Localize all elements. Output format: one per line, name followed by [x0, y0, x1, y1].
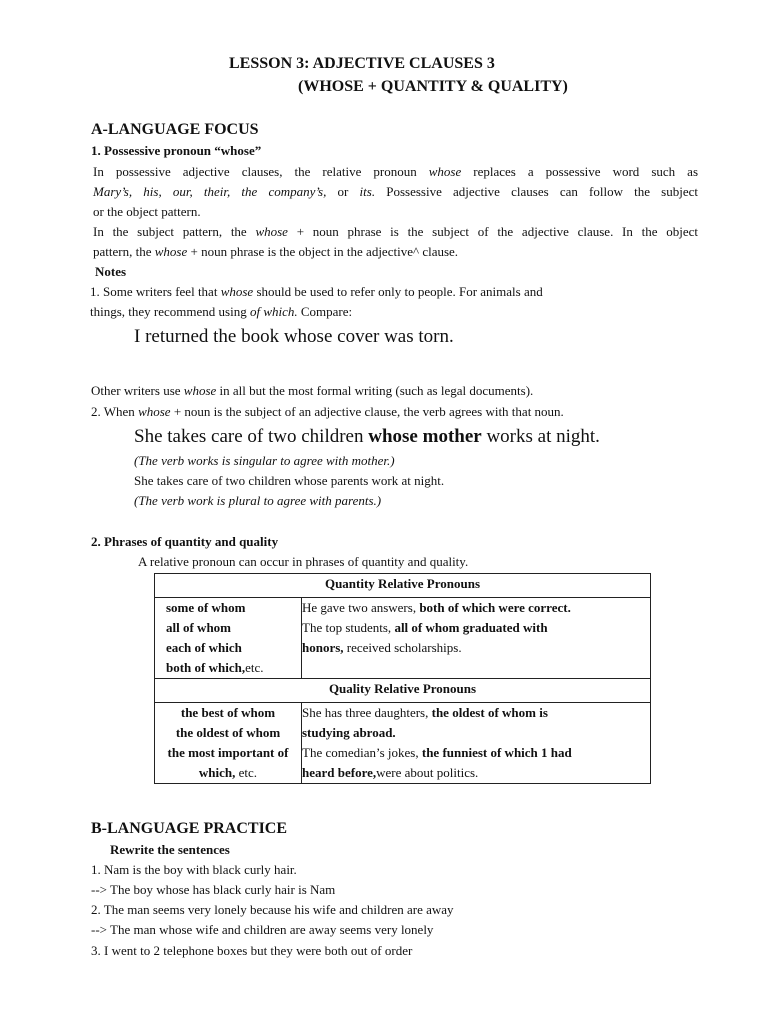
note-1-line-1: 1. Some writers feel that whose should be used to refer only to people. For animals and: [90, 284, 543, 299]
list-item: He gave two answers, both of which were correct.: [302, 600, 571, 615]
note-1-line-3: Other writers use whose in all but the most formal writing (such as legal documents).: [91, 383, 534, 398]
quality-pronouns-cell: [155, 703, 302, 784]
list-item: each of which: [166, 640, 242, 655]
list-item: heard before,were about politics.: [302, 765, 479, 780]
example-sentence-1: I returned the book whose cover was torn.: [134, 326, 454, 347]
section-b-heading: B-LANGUAGE PRACTICE: [91, 820, 288, 837]
quantity-quality-intro: A relative pronoun can occur in phrases of quantity and quality.: [138, 554, 469, 569]
list-item: which, etc.: [198, 765, 258, 780]
practice-line: 3. I went to 2 telephone boxes but they were both out of order: [91, 943, 413, 958]
quality-examples-cell: [302, 703, 651, 784]
quantity-examples-cell: [302, 598, 651, 679]
example-3-note: (The verb work is plural to agree with parents.): [134, 493, 382, 508]
subheading-possessive: 1. Possessive pronoun “whose”: [91, 143, 262, 158]
list-item: honors, received scholarships.: [302, 640, 462, 655]
table-row: [155, 679, 651, 703]
page-title: LESSON 3: ADJECTIVE CLAUSES 3: [229, 55, 495, 72]
list-item: all of whom: [166, 620, 231, 635]
paragraph-1-line-1: In possessive adjective clauses, the relative pronoun whose replaces a possessive word such as: [93, 164, 699, 179]
paragraph-1-line-3: or the object pattern.: [93, 204, 201, 219]
paragraph-2-line-1: In the subject pattern, the whose + noun phrase is the subject of the adjective clause. In the object: [93, 224, 699, 239]
section-a-heading: A-LANGUAGE FOCUS: [91, 121, 259, 138]
note-2-line-1: 2. When whose + noun is the subject of an adjective clause, the verb agrees with that noun.: [91, 404, 564, 419]
table-row: [155, 574, 651, 598]
list-item: the best of whom: [180, 705, 276, 720]
practice-instruction: Rewrite the sentences: [110, 842, 230, 857]
page-subtitle: (WHOSE + QUANTITY & QUALITY): [298, 78, 568, 95]
list-item: She has three daughters, the oldest of whom is: [302, 705, 548, 720]
subheading-quantity-quality: 2. Phrases of quantity and quality: [91, 534, 279, 549]
relative-pronouns-table: [154, 573, 651, 784]
list-item: The top students, all of whom graduated with: [302, 620, 548, 635]
practice-line: --> The boy whose has black curly hair is Nam: [91, 882, 336, 897]
list-item: both of which,etc.: [166, 660, 264, 675]
notes-heading: Notes: [95, 264, 127, 279]
paragraph-1-line-2: Mary’s, his, our, their, the company’s, or its. Possessive adjective clauses can follow the subject: [93, 184, 699, 199]
paragraph-2-line-2: pattern, the whose + noun phrase is the object in the adjective^ clause.: [93, 244, 459, 259]
quantity-header: Quantity Relative Pronouns: [155, 574, 651, 598]
list-item: the oldest of whom: [175, 725, 281, 740]
quantity-pronouns-cell: [155, 598, 302, 679]
quality-header: Quality Relative Pronouns: [155, 679, 651, 703]
practice-line: 2. The man seems very lonely because his wife and children are away: [91, 902, 454, 917]
example-sentence-2: She takes care of two children whose mother works at night.: [134, 426, 600, 447]
spacer: [302, 658, 650, 678]
list-item: studying abroad.: [302, 725, 396, 740]
note-1-line-2: things, they recommend using of which. Compare:: [90, 304, 353, 319]
list-item: some of whom: [166, 600, 246, 615]
list-item: the most important of: [167, 745, 289, 760]
practice-line: 1. Nam is the boy with black curly hair.: [91, 862, 297, 877]
list-item: The comedian’s jokes, the funniest of which 1 had: [302, 745, 572, 760]
table-row: [155, 598, 651, 679]
practice-line: --> The man whose wife and children are away seems very lonely: [91, 922, 434, 937]
example-sentence-3: She takes care of two children whose parents work at night.: [134, 473, 445, 488]
table-row: [155, 703, 651, 784]
example-2-note: (The verb works is singular to agree with mother.): [134, 453, 395, 468]
